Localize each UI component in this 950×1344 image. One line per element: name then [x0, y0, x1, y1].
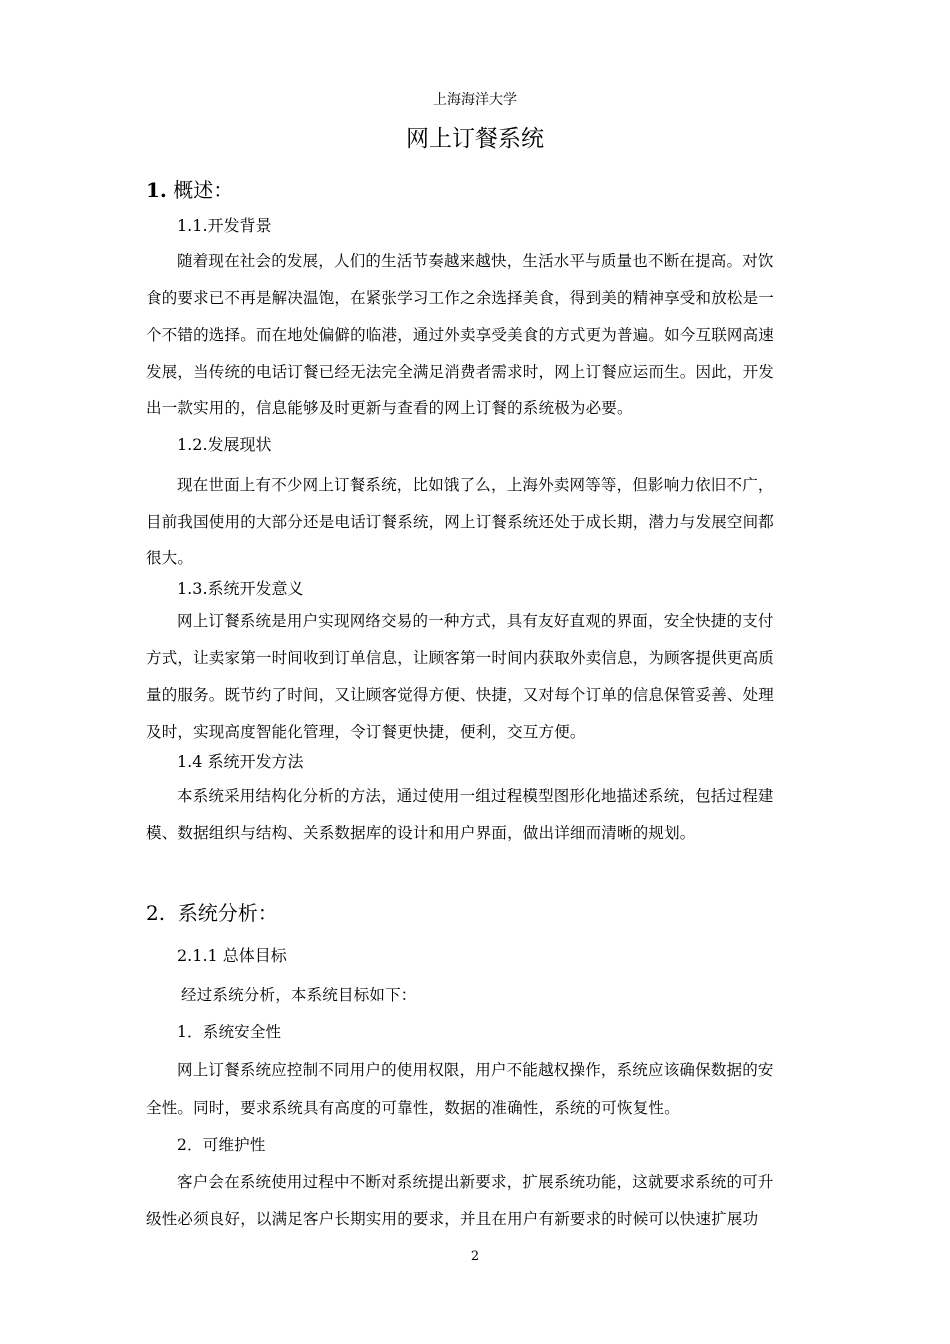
paragraph-line: 量的服务。既节约了时间，又让顾客觉得方便、快捷，又对每个订单的信息保管妥善、处理 — [146, 686, 775, 704]
section-1-heading — [146, 174, 233, 203]
section-2-heading — [146, 897, 278, 926]
paragraph-line: 级性必须良好，以满足客户长期实用的要求，并且在用户有新要求的时候可以快速扩展功 — [146, 1210, 759, 1228]
page-header: 上海海洋大学 — [433, 92, 517, 108]
paragraph-line: 及时，实现高度智能化管理，令订餐更快捷，便利，交互方便。 — [146, 723, 586, 741]
list-item-heading: 2．可维护性 — [177, 1136, 266, 1154]
paragraph-line: 全性。同时，要求系统具有高度的可靠性，数据的准确性，系统的可恢复性。 — [146, 1099, 680, 1117]
paragraph-line: 现在世面上有不少网上订餐系统，比如饿了么，上海外卖网等等，但影响力依旧不广， — [177, 476, 774, 494]
section-1-number: 1. — [146, 178, 167, 202]
section-2-title: 系统分析： — [177, 901, 278, 925]
paragraph-line: 个不错的选择。而在地处偏僻的临港，通过外卖享受美食的方式更为普遍。如今互联网高速 — [146, 326, 775, 344]
paragraph-line: 方式，让卖家第一时间收到订单信息，让顾客第一时间内获取外卖信息，为顾客提供更高质 — [146, 649, 775, 667]
paragraph-line: 网上订餐系统是用户实现网络交易的一种方式，具有友好直观的界面，安全快捷的支付 — [177, 612, 774, 630]
paragraph-line: 模、数据组织与结构、关系数据库的设计和用户界面，做出详细而清晰的规划。 — [146, 824, 696, 842]
paragraph-line: 目前我国使用的大部分还是电话订餐系统，网上订餐系统还处于成长期，潜力与发展空间都 — [146, 513, 775, 531]
paragraph-line: 客户会在系统使用过程中不断对系统提出新要求，扩展系统功能，这就要求系统的可升 — [177, 1173, 774, 1191]
section-2-number: 2. — [146, 901, 166, 925]
subsection-2-1-1-heading: 2.1.1 总体目标 — [177, 946, 287, 965]
section-1-title: 概述： — [173, 178, 234, 202]
paragraph-line: 发展，当传统的电话订餐已经无法完全满足消费者需求时，网上订餐应运而生。因此，开发 — [146, 363, 775, 381]
paragraph-line: 很大。 — [146, 549, 194, 567]
paragraph-line: 出一款实用的，信息能够及时更新与查看的网上订餐的系统极为必要。 — [146, 399, 633, 417]
document-title: 网上订餐系统 — [406, 126, 544, 152]
paragraph-line: 经过系统分析，本系统目标如下： — [181, 986, 417, 1004]
paragraph-line: 网上订餐系统应控制不同用户的使用权限，用户不能越权操作，系统应该确保数据的安 — [177, 1061, 774, 1079]
paragraph-line: 本系统采用结构化分析的方法，通过使用一组过程模型图形化地描述系统，包括过程建 — [177, 787, 774, 805]
page-number: 2 — [470, 1249, 480, 1264]
subsection-1-4-heading: 1.4 系统开发方法 — [177, 752, 304, 771]
subsection-1-3-heading: 1.3.系统开发意义 — [177, 579, 304, 598]
paragraph-line: 食的要求已不再是解决温饱，在紧张学习工作之余选择美食，得到美的精神享受和放松是一 — [146, 289, 775, 307]
list-item-heading: 1．系统安全性 — [177, 1023, 282, 1041]
subsection-1-2-heading: 1.2.发展现状 — [177, 435, 272, 454]
paragraph-line: 随着现在社会的发展，人们的生活节奏越来越快，生活水平与质量也不断在提高。对饮 — [177, 252, 774, 270]
subsection-1-1-heading: 1.1.开发背景 — [177, 216, 272, 235]
